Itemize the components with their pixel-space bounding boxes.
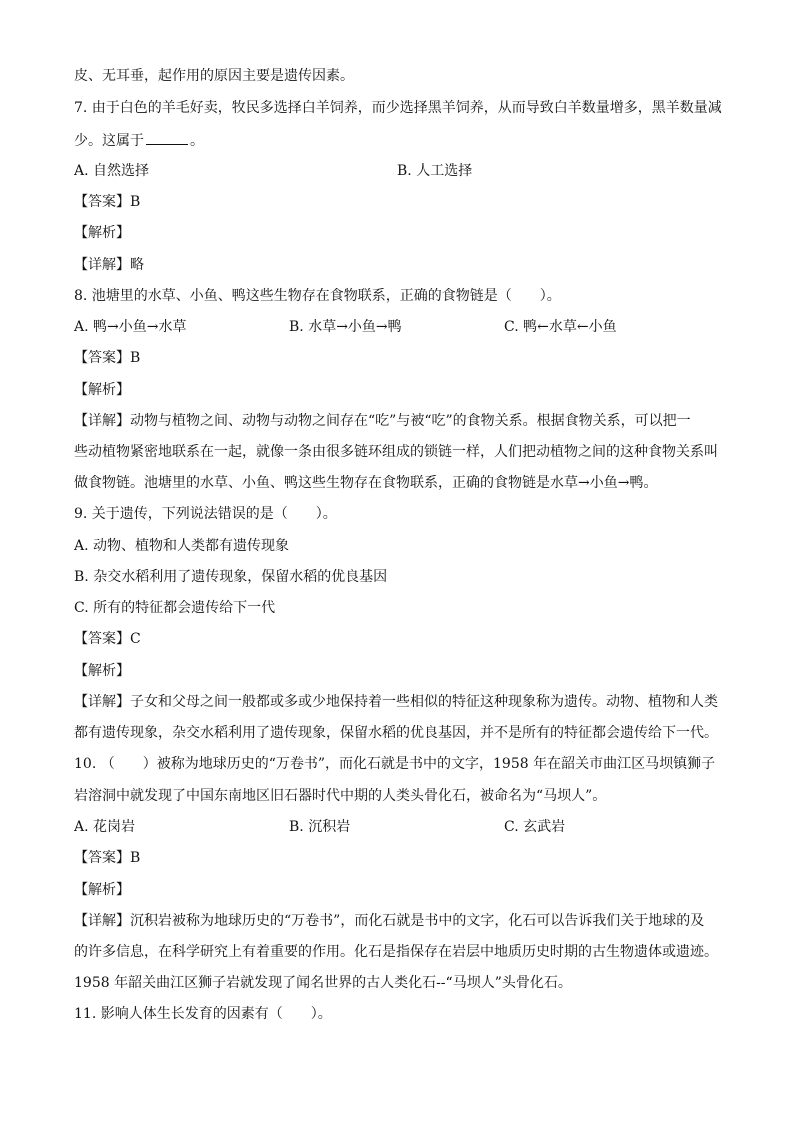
question-8-option-c: C. 鸭←水草←小鱼 — [504, 319, 617, 335]
question-10-option-a: A. 花岗岩 — [74, 819, 136, 835]
question-8-option-a: A. 鸭→小鱼→水草 — [74, 319, 187, 335]
question-9-analysis: 【解析】 — [74, 663, 130, 679]
question-7-option-b: B. 人工选择 — [397, 163, 473, 179]
question-10-option-c: C. 玄武岩 — [504, 819, 566, 835]
question-7-stem-cont — [74, 130, 204, 151]
question-7-stem: 7. 由于白色的羊毛好卖，牧民多选择白羊饲养，而少选择黑羊饲养，从而导致白羊数量增多，黑羊数量减 — [74, 100, 722, 116]
question-7-analysis: 【解析】 — [74, 225, 130, 241]
question-8-option-b: B. 水草→小鱼→鸭 — [289, 319, 402, 335]
answer-blank — [146, 130, 188, 145]
question-8-detail-1: 【详解】动物与植物之间、动物与动物之间存在“吃”与被“吃”的食物关系。根据食物关系，可以把一 — [74, 413, 691, 429]
question-10-stem-2: 岩溶洞中就发现了中国东南地区旧石器时代中期的人类头骨化石，被命名为“马坝人”。 — [74, 788, 607, 804]
question-10-option-b: B. 沉积岩 — [289, 819, 351, 835]
question-9-option-a: A. 动物、植物和人类都有遗传现象 — [74, 538, 290, 554]
question-10-detail-3: 1958 年韶关曲江区狮子岩就发现了闻名世界的古人类化石--“马坝人”头骨化石。 — [74, 975, 572, 991]
question-10-detail-1: 【详解】沉积岩被称为地球历史的“万卷书”，而化石就是书中的文字，化石可以告诉我们关于地球的及 — [74, 913, 705, 929]
question-7-option-a: A. 自然选择 — [74, 163, 150, 179]
question-9-detail-1: 【详解】子女和父母之间一般都或多或少地保持着一些相似的特征这种现象称为遗传。动物、植物和人类 — [74, 694, 718, 710]
question-9-option-c: C. 所有的特征都会遗传给下一代 — [74, 600, 276, 616]
question-8-answer: 【答案】B — [74, 350, 141, 366]
question-8-detail-2: 些动植物紧密地联系在一起，就像一条由很多链环组成的锁链一样，人们把动植物之间的这种食物关系叫 — [74, 444, 718, 460]
question-9-option-b: B. 杂交水稻利用了遗传现象，保留水稻的优良基因 — [74, 569, 388, 585]
question-8-stem: 8. 池塘里的水草、小鱼、鸭这些生物存在食物联系，正确的食物链是（ ）。 — [74, 288, 561, 304]
question-8-detail-3: 做食物链。池塘里的水草、小鱼、鸭这些生物存在食物联系，正确的食物链是水草→小鱼→鸭。 — [74, 475, 658, 491]
question-7-detail: 【详解】略 — [74, 257, 144, 273]
question-10-detail-2: 的许多信息，在科学研究上有着重要的作用。化石是指保存在岩层中地质历史时期的古生物遗体或遗迹。 — [74, 944, 718, 960]
question-9-detail-2: 都有遗传现象，杂交水稻利用了遗传现象，保留水稻的优良基因，并不是所有的特征都会遗传给下一代。 — [74, 725, 718, 741]
text-line: 皮、无耳垂，起作用的原因主要是遗传因素。 — [74, 68, 354, 84]
question-10-analysis: 【解析】 — [74, 882, 130, 898]
question-7-stem-prefix: 少。这属于 — [74, 133, 144, 149]
question-10-stem-1: 10. （ ）被称为地球历史的“万卷书”，而化石就是书中的文字，1958 年在韶关市曲江区马坝镇狮子 — [74, 756, 716, 772]
question-7-answer: 【答案】B — [74, 194, 141, 210]
question-8-analysis: 【解析】 — [74, 382, 130, 398]
question-10-answer: 【答案】B — [74, 850, 141, 866]
question-11-stem: 11. 影响人体生长发育的因素有（ ）。 — [74, 1006, 332, 1022]
question-9-answer: 【答案】C — [74, 631, 141, 647]
question-7-stem-suffix: 。 — [190, 133, 204, 149]
question-9-stem: 9. 关于遗传，下列说法错误的是（ ）。 — [74, 506, 337, 522]
